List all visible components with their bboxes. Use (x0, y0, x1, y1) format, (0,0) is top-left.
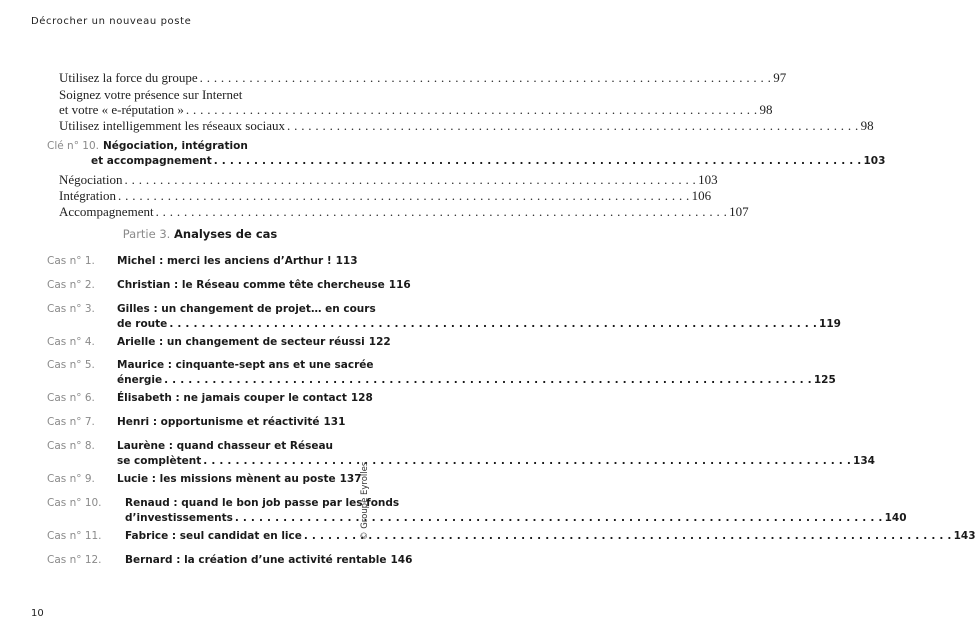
toc-entry (59, 204, 749, 220)
page-number: 10 (31, 608, 44, 619)
case-page: 128 (350, 392, 373, 404)
toc-entry-title: Utilisez intelligemment les réseaux sociaux (59, 118, 285, 133)
toc-entry (59, 118, 874, 134)
case-label: Cas n° 11. (47, 530, 102, 542)
case-title: Christian : le Réseau comme tête chercheuse (117, 279, 385, 291)
case-title: Bernard : la création d’une activité rentable (125, 554, 387, 566)
case-title-cont: se complètent (117, 455, 202, 467)
toc-entry-title: Négociation (59, 172, 123, 187)
case-title-cont: énergie (117, 374, 163, 386)
dot-leader (287, 118, 859, 134)
case-entry (47, 440, 341, 452)
case-page: 113 (335, 255, 358, 267)
dot-leader (200, 70, 772, 86)
case-page: 140 (884, 512, 907, 524)
key-heading-cont (91, 155, 886, 167)
case-title: Fabrice : seul candidat en lice (125, 530, 302, 542)
key-title-line1: Négociation, intégration (103, 140, 248, 152)
case-entry-cont (125, 512, 907, 524)
case-title: Gilles : un changement de projet… en cours (117, 303, 376, 315)
dot-leader (169, 318, 817, 330)
dot-leader (164, 374, 812, 386)
case-label: Cas n° 8. (47, 440, 95, 452)
toc-entry-page: 106 (691, 188, 712, 203)
case-title: Lucie : les missions mènent au poste (117, 473, 336, 485)
toc-entry (59, 188, 712, 204)
case-entry (47, 497, 400, 509)
dot-leader (203, 455, 851, 467)
case-label: Cas n° 10. (47, 497, 102, 509)
case-page: 119 (819, 318, 841, 330)
case-label: Cas n° 3. (47, 303, 95, 315)
running-head: Décrocher un nouveau poste (31, 16, 192, 27)
case-page: 122 (368, 336, 391, 348)
case-page: 131 (323, 416, 346, 428)
toc-entry (59, 70, 787, 86)
dot-leader (186, 102, 758, 118)
case-entry (47, 392, 373, 404)
case-label: Cas n° 7. (47, 416, 95, 428)
key-page: 103 (863, 155, 886, 167)
key-label: Clé n° 10. (47, 140, 99, 152)
toc-entry-title: Accompagnement (59, 204, 154, 219)
dot-leader (304, 530, 952, 542)
dot-leader (235, 512, 883, 524)
case-title: Michel : merci les anciens d’Arthur ! (117, 255, 332, 267)
case-page: 143 (953, 530, 976, 542)
toc-entry-page: 107 (729, 204, 749, 219)
case-label: Cas n° 12. (47, 554, 102, 566)
case-entry (47, 255, 358, 267)
dot-leader (118, 188, 690, 204)
key-title-line2: et accompagnement (91, 155, 212, 167)
case-entry (47, 279, 411, 291)
case-label: Cas n° 6. (47, 392, 95, 404)
copyright-credit: © Groupe Eyrolles (360, 461, 370, 540)
toc-entry-page: 103 (698, 172, 718, 187)
dot-leader (156, 204, 728, 220)
case-entry (47, 303, 376, 315)
dot-leader (214, 155, 862, 167)
case-entry (47, 473, 362, 485)
case-entry-cont (117, 374, 836, 386)
case-entry (47, 530, 976, 542)
case-title: Maurice : cinquante-sept ans et une sacrée (117, 359, 374, 371)
toc-entry-page: 98 (759, 102, 773, 117)
case-entry-cont (117, 318, 841, 330)
case-entry (47, 359, 374, 371)
case-title: Arielle : un changement de secteur réussi (117, 336, 365, 348)
part-title: Analyses de cas (174, 227, 278, 241)
case-page: 125 (813, 374, 836, 386)
case-title: Renaud : quand le bon job passe par les fonds (125, 497, 400, 509)
toc-entry-page: 98 (860, 118, 874, 133)
case-label: Cas n° 1. (47, 255, 95, 267)
toc-entry-title: et votre « e-réputation » (59, 102, 184, 117)
case-entry-cont (117, 455, 875, 467)
toc-entry (59, 87, 341, 103)
case-entry (47, 416, 346, 428)
case-page: 146 (390, 554, 413, 566)
toc-entry-title: Intégration (59, 188, 117, 203)
toc-entry-title: Soignez votre présence sur Internet (59, 87, 243, 102)
part-heading (0, 227, 400, 241)
case-label: Cas n° 2. (47, 279, 95, 291)
part-label: Partie 3. (122, 227, 171, 241)
case-title: Laurène : quand chasseur et Réseau (117, 440, 334, 452)
toc-entry (59, 102, 773, 118)
case-title: Élisabeth : ne jamais couper le contact (117, 392, 347, 404)
toc-entry-page: 97 (773, 70, 787, 85)
case-entry (47, 336, 391, 348)
case-page: 134 (853, 455, 875, 467)
case-label: Cas n° 9. (47, 473, 95, 485)
case-title-cont: d’investissements (125, 512, 233, 524)
case-title: Henri : opportunisme et réactivité (117, 416, 320, 428)
key-heading (47, 140, 341, 152)
dot-leader (125, 172, 697, 188)
toc-entry (59, 172, 718, 188)
case-label: Cas n° 5. (47, 359, 95, 371)
case-label: Cas n° 4. (47, 336, 95, 348)
case-title-cont: de route (117, 318, 168, 330)
case-page: 116 (388, 279, 411, 291)
case-page: 137 (339, 473, 362, 485)
toc-entry-title: Utilisez la force du groupe (59, 70, 198, 85)
case-entry (47, 554, 413, 566)
